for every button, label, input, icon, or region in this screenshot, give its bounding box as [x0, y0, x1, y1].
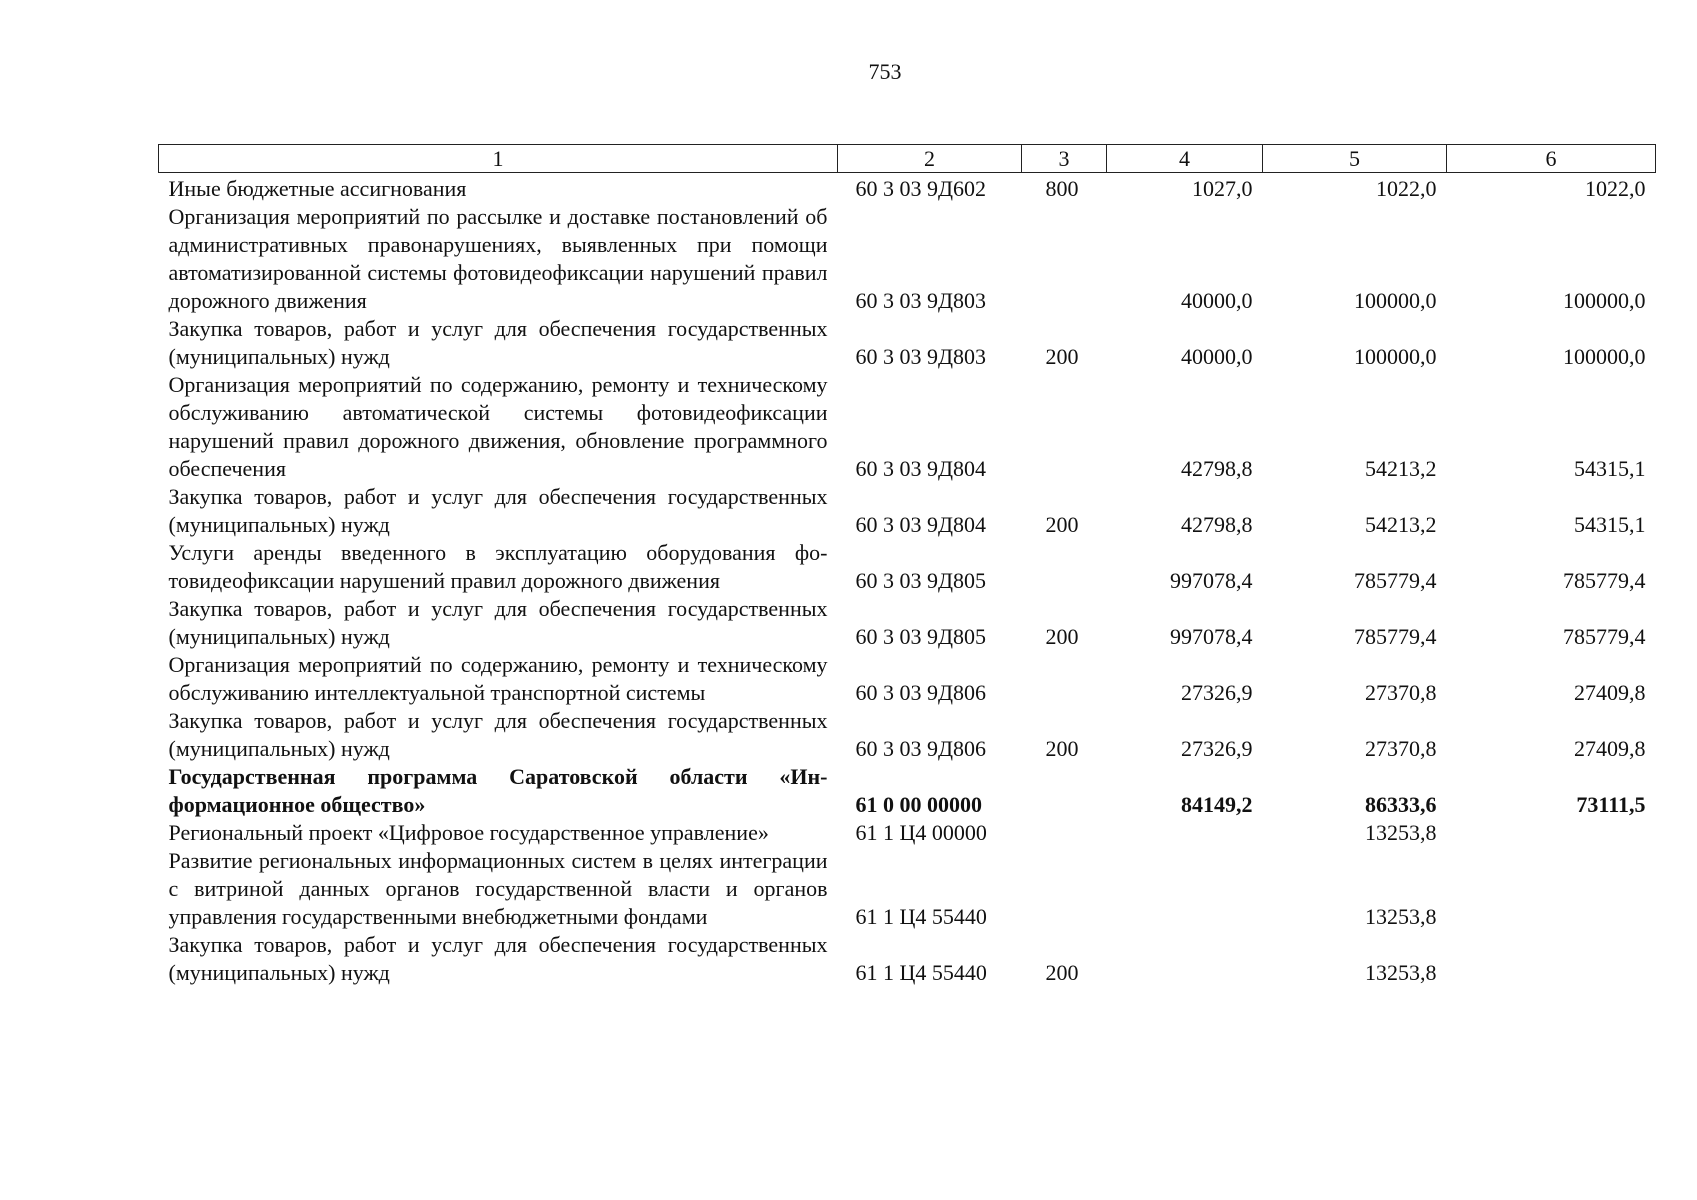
row-value-5: 785779,4 [1354, 624, 1437, 649]
table-row [159, 371, 1656, 483]
row-value-6: 100000,0 [1563, 288, 1646, 313]
row-value-4: 997078,4 [1170, 624, 1253, 649]
table-row [159, 173, 1656, 204]
page-number: 753 [868, 59, 902, 84]
row-value-4: 27326,9 [1181, 680, 1253, 705]
row-value-6 [1447, 931, 1656, 987]
table-row [159, 931, 1656, 987]
row-expense-type: 200 [1045, 624, 1079, 649]
row-value-4 [1107, 847, 1263, 931]
header-row [159, 145, 1656, 173]
row-value-4: 1027,0 [1192, 176, 1253, 201]
row-name: Закупка товаров, работ и услуг для обеспечения государственных (муниципальных) нужд [168, 932, 828, 985]
header-col-4: 4 [1107, 145, 1263, 173]
row-expense-type [1022, 651, 1107, 707]
row-value-5: 54213,2 [1365, 512, 1437, 537]
row-value-6: 785779,4 [1563, 624, 1646, 649]
row-code: 61 1 Ц4 00000 [855, 820, 987, 845]
row-name: Региональный проект «Цифровое государственное управление» [168, 820, 769, 845]
table-row [159, 707, 1656, 763]
row-expense-type: 200 [1045, 512, 1079, 537]
table-row [159, 315, 1656, 371]
row-code: 60 3 03 9Д806 [855, 736, 987, 761]
header-col-6: 6 [1447, 145, 1656, 173]
row-value-5: 100000,0 [1354, 344, 1437, 369]
row-value-5: 54213,2 [1365, 456, 1437, 481]
row-value-6: 100000,0 [1563, 344, 1646, 369]
row-name: Иные бюджетные ассигнования [168, 176, 467, 201]
header-col-2: 2 [838, 145, 1022, 173]
row-code: 60 3 03 9Д805 [855, 624, 987, 649]
row-name: Закупка товаров, работ и услуг для обеспечения государственных (муниципальных) нужд [168, 316, 828, 369]
row-name: Закупка товаров, работ и услуг для обеспечения государственных (муниципальных) нужд [168, 596, 828, 649]
table-row [159, 595, 1656, 651]
row-value-5: 1022,0 [1376, 176, 1437, 201]
row-expense-type [1022, 763, 1107, 819]
table-row [159, 203, 1656, 315]
row-value-4: 40000,0 [1181, 288, 1253, 313]
row-code: 60 3 03 9Д602 [855, 176, 987, 201]
row-code: 60 3 03 9Д806 [855, 680, 987, 705]
row-value-6: 73111,5 [1576, 792, 1646, 817]
row-value-4: 42798,8 [1181, 512, 1253, 537]
table-row [159, 819, 1656, 847]
row-code: 60 3 03 9Д804 [855, 456, 987, 481]
row-code: 61 1 Ц4 55440 [855, 960, 987, 985]
row-expense-type: 200 [1045, 960, 1079, 985]
row-expense-type: 200 [1045, 344, 1079, 369]
row-value-4 [1107, 931, 1263, 987]
row-value-4: 27326,9 [1181, 736, 1253, 761]
header-col-3: 3 [1022, 145, 1107, 173]
row-value-4: 40000,0 [1181, 344, 1253, 369]
row-name: Государственная программа Саратовской области «Информационное общество» [168, 764, 828, 817]
row-code: 60 3 03 9Д805 [855, 568, 987, 593]
table-header [159, 145, 1656, 173]
row-code: 60 3 03 9Д803 [855, 344, 987, 369]
row-code: 61 0 00 00000 [855, 792, 982, 817]
header-col-5: 5 [1263, 145, 1447, 173]
row-name: Развитие региональных информационных систем в целях интеграции с витриной данных органов государственной власти и органов управления государственными внебюджетными фондами [168, 848, 828, 929]
row-code: 60 3 03 9Д804 [855, 512, 987, 537]
row-value-6: 785779,4 [1563, 568, 1646, 593]
row-value-5: 785779,4 [1354, 568, 1437, 593]
row-value-4 [1107, 819, 1263, 847]
row-name: Организация мероприятий по рассылке и доставке постановлений об административных правонарушениях, выявленных при помощи автоматизированной системы фотовидеофиксации нарушений правил дорожного движения [168, 204, 828, 313]
row-value-6: 54315,1 [1574, 512, 1646, 537]
row-expense-type [1022, 539, 1107, 595]
row-value-6: 27409,8 [1574, 680, 1646, 705]
row-code: 61 1 Ц4 55440 [855, 904, 987, 929]
row-value-5: 13253,8 [1365, 960, 1437, 985]
row-value-4: 997078,4 [1170, 568, 1253, 593]
table-body [159, 173, 1656, 988]
row-value-6: 1022,0 [1585, 176, 1646, 201]
header-col-1: 1 [159, 145, 838, 173]
row-value-5: 27370,8 [1365, 680, 1437, 705]
row-value-5: 86333,6 [1365, 792, 1437, 817]
table-row [159, 847, 1656, 931]
row-value-6: 54315,1 [1574, 456, 1646, 481]
row-value-5: 13253,8 [1365, 820, 1437, 845]
row-expense-type: 200 [1045, 736, 1079, 761]
row-name: Организация мероприятий по содержанию, ремонту и техническому обслуживанию интеллектуальной транспортной системы [168, 652, 828, 705]
row-value-6: 27409,8 [1574, 736, 1646, 761]
table-row [159, 763, 1656, 819]
row-value-6 [1447, 819, 1656, 847]
row-name: Организация мероприятий по содержанию, ремонту и техническому обслуживанию автоматической системы фотовидеофиксации нарушений правил дорожного движения, обновление программного обеспечения [168, 372, 828, 481]
row-value-6 [1447, 847, 1656, 931]
row-value-4: 84149,2 [1181, 792, 1253, 817]
row-name: Закупка товаров, работ и услуг для обеспечения государственных (муниципальных) нужд [168, 708, 828, 761]
row-name: Услуги аренды введенного в эксплуатацию оборудования фотовидеофиксации нарушений правил дорожного движения [168, 540, 828, 593]
budget-table [158, 144, 1656, 987]
table-row [159, 539, 1656, 595]
row-value-4: 42798,8 [1181, 456, 1253, 481]
row-expense-type: 800 [1045, 176, 1079, 201]
row-value-5: 13253,8 [1365, 904, 1437, 929]
table-row [159, 651, 1656, 707]
row-code: 60 3 03 9Д803 [855, 288, 987, 313]
row-expense-type [1022, 819, 1107, 847]
row-expense-type [1022, 847, 1107, 931]
row-expense-type [1022, 203, 1107, 315]
row-value-5: 27370,8 [1365, 736, 1437, 761]
row-name: Закупка товаров, работ и услуг для обеспечения государственных (муниципальных) нужд [168, 484, 828, 537]
row-value-5: 100000,0 [1354, 288, 1437, 313]
row-expense-type [1022, 371, 1107, 483]
table-row [159, 483, 1656, 539]
